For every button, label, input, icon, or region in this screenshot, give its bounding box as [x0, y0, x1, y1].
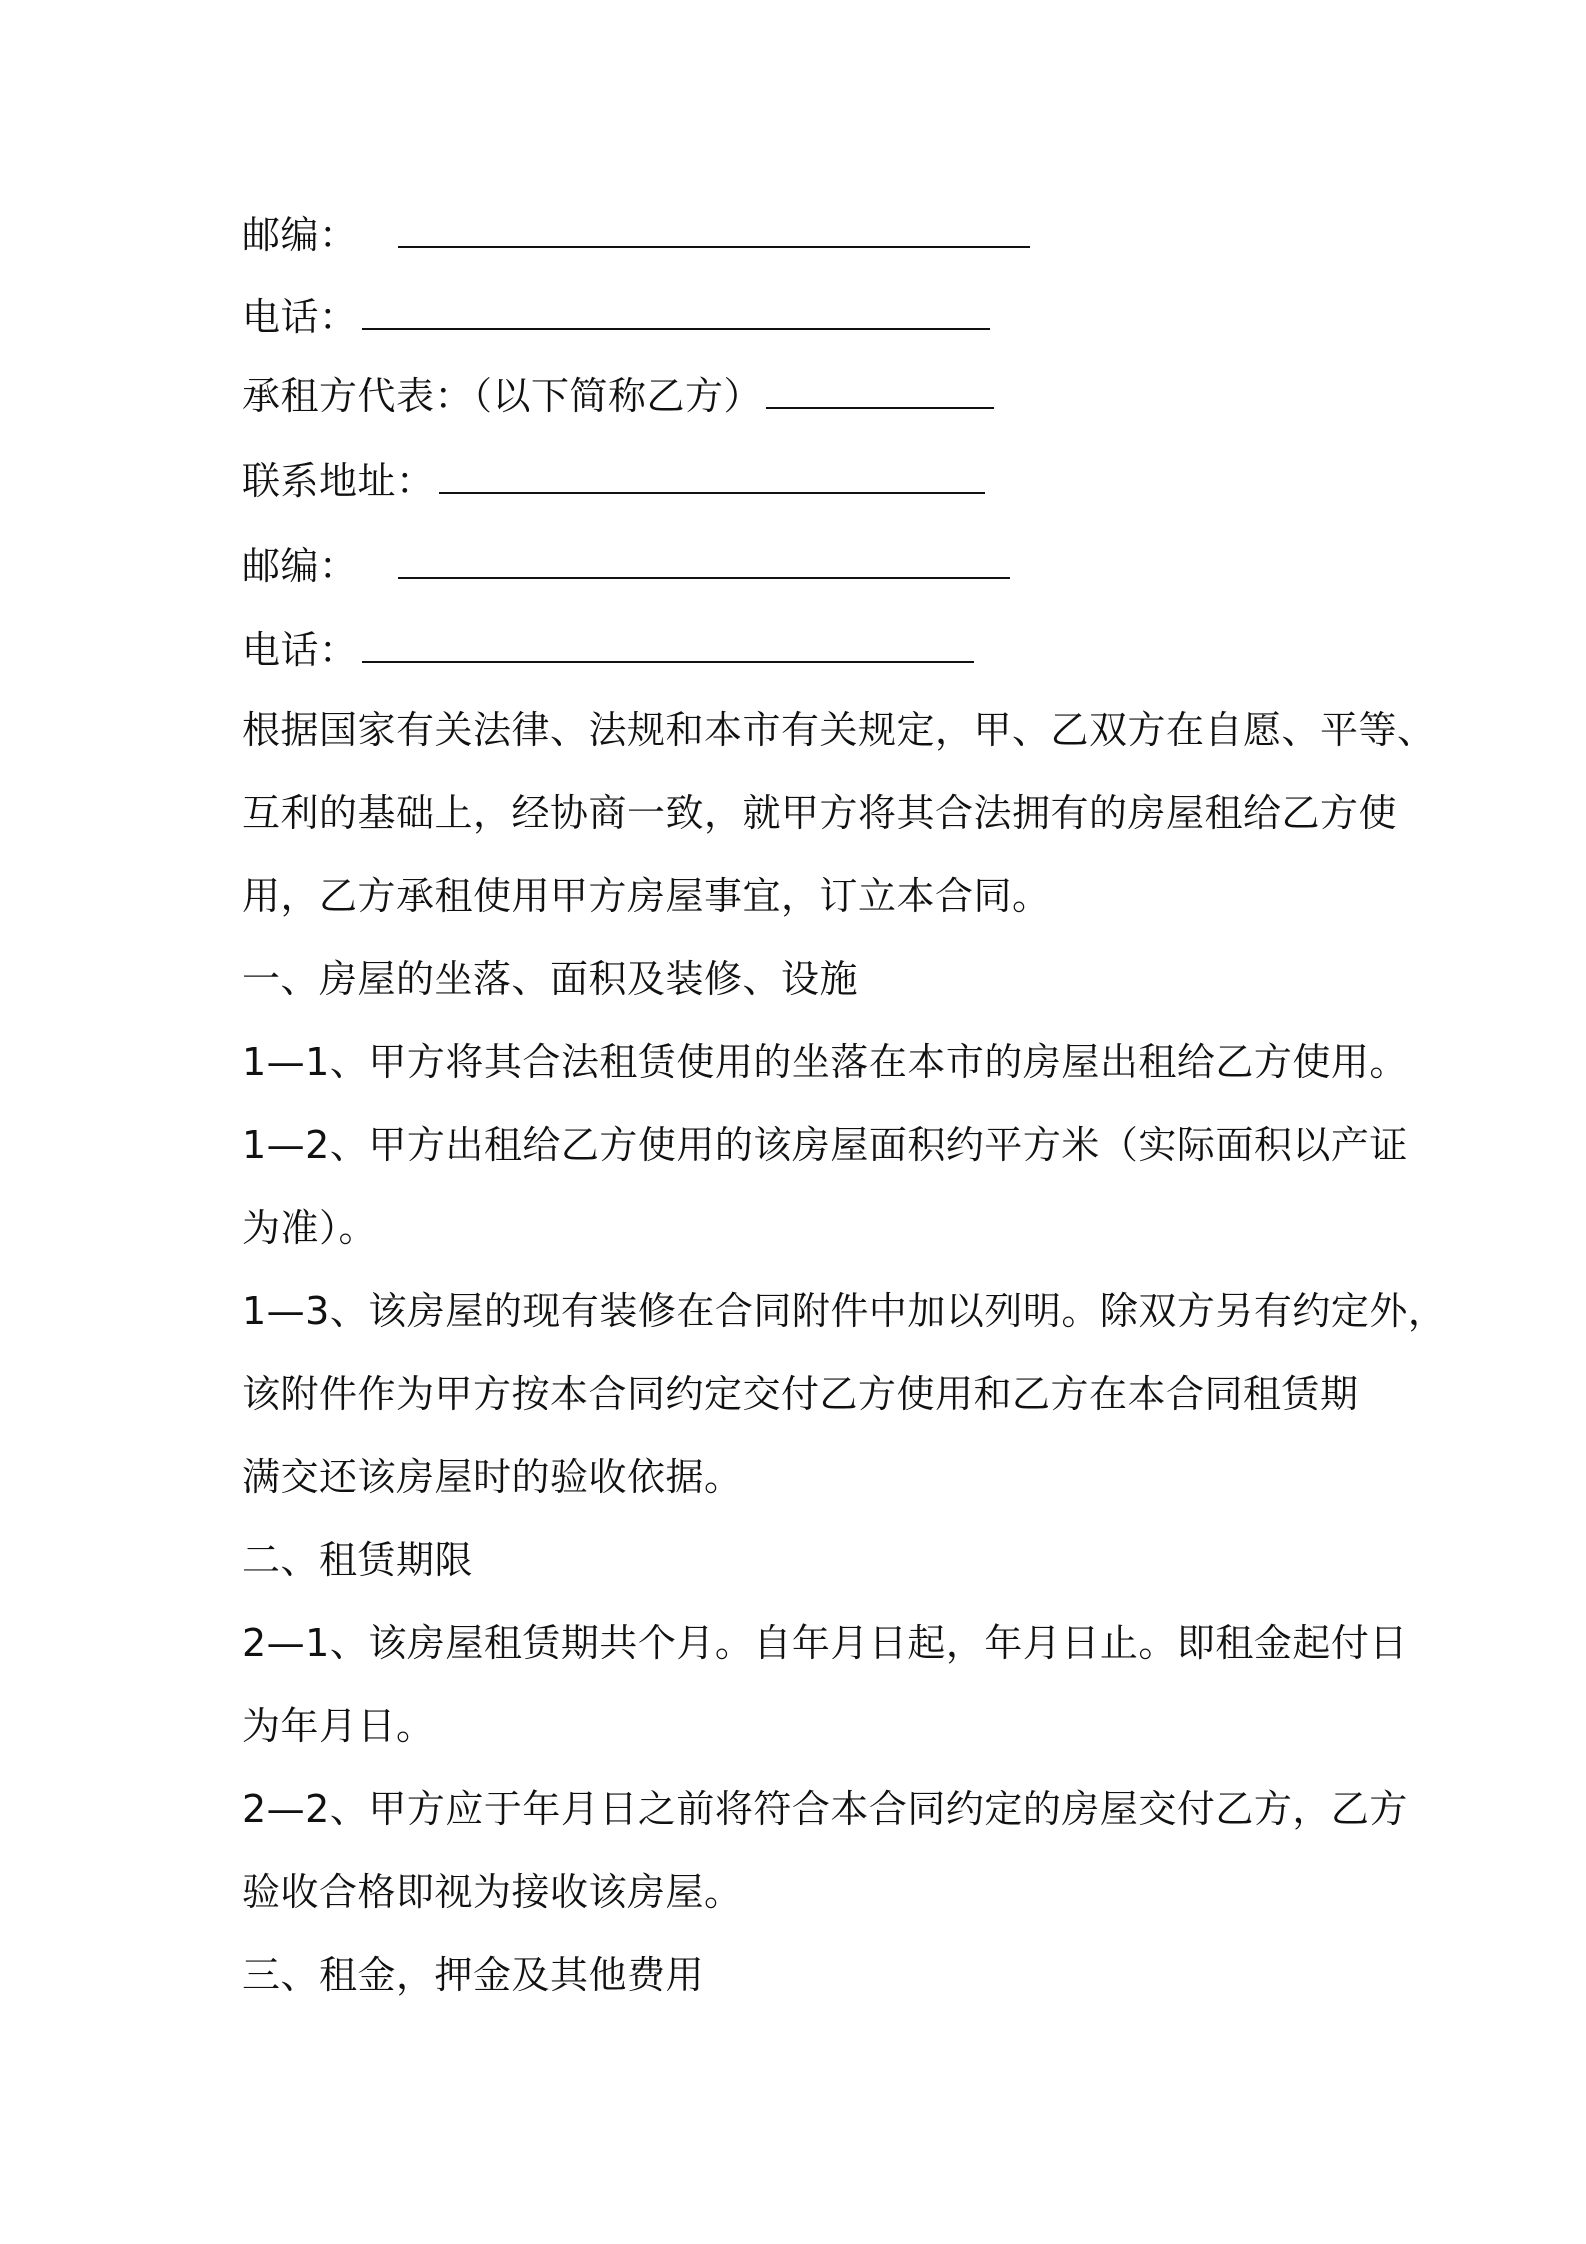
- landlord-phone-blank: [362, 294, 990, 330]
- tenant-rep-label: 承租方代表：（以下简称乙方）: [242, 374, 763, 418]
- clause-2-1-line-2: 为年月日。: [242, 1704, 435, 1748]
- section-1-heading: 一、房屋的坐落、面积及装修、设施: [242, 957, 859, 1001]
- clause-1-1: 1—1、甲方将其合法租赁使用的坐落在本市的房屋出租给乙方使用。: [242, 1040, 1408, 1084]
- section-2-heading: 二、租赁期限: [242, 1538, 474, 1582]
- clause-1-3-line-2: 该附件作为甲方按本合同约定交付乙方使用和乙方在本合同租赁期: [242, 1372, 1359, 1416]
- landlord-postcode-line: [242, 212, 1030, 258]
- clause-1-2-line-1: 1—2、甲方出租给乙方使用的该房屋面积约平方米（实际面积以产证: [242, 1123, 1408, 1167]
- clause-1-3-line-1: 1—3、该房屋的现有装修在合同附件中加以列明。除双方另有约定外，: [242, 1289, 1447, 1333]
- landlord-phone-line: [242, 294, 990, 340]
- tenant-phone-label: 电话：: [242, 628, 358, 672]
- tenant-address-line: [242, 458, 985, 504]
- clause-2-2-line-2: 验收合格即视为接收该房屋。: [242, 1870, 743, 1914]
- tenant-postcode-line: [242, 543, 1010, 589]
- clause-2-2-line-1: 2—2、甲方应于年月日之前将符合本合同约定的房屋交付乙方，乙方: [242, 1787, 1408, 1831]
- tenant-postcode-blank: [398, 543, 1010, 579]
- tenant-phone-line: [242, 627, 974, 673]
- tenant-address-blank: [439, 458, 985, 494]
- landlord-postcode-blank: [398, 212, 1030, 248]
- tenant-rep-line: [242, 373, 994, 419]
- clause-1-2-line-2: 为准）。: [242, 1206, 378, 1250]
- landlord-postcode-label: 邮编：: [242, 213, 358, 257]
- clause-2-1-line-1: 2—1、该房屋租赁期共个月。自年月日起，年月日止。即租金起付日: [242, 1621, 1408, 1665]
- intro-line-2: 互利的基础上，经协商一致，就甲方将其合法拥有的房屋租给乙方使: [242, 791, 1398, 835]
- intro-line-3: 用，乙方承租使用甲方房屋事宜，订立本合同。: [242, 874, 1051, 918]
- clause-1-3-line-3: 满交还该房屋时的验收依据。: [242, 1455, 743, 1499]
- landlord-phone-label: 电话：: [242, 295, 358, 339]
- tenant-address-label: 联系地址：: [242, 459, 435, 503]
- tenant-rep-blank: [766, 373, 994, 409]
- tenant-postcode-label: 邮编：: [242, 544, 358, 588]
- intro-line-1: 根据国家有关法律、法规和本市有关规定，甲、乙双方在自愿、平等、: [242, 708, 1436, 752]
- tenant-phone-blank: [362, 627, 974, 663]
- section-3-heading: 三、租金，押金及其他费用: [242, 1953, 705, 1997]
